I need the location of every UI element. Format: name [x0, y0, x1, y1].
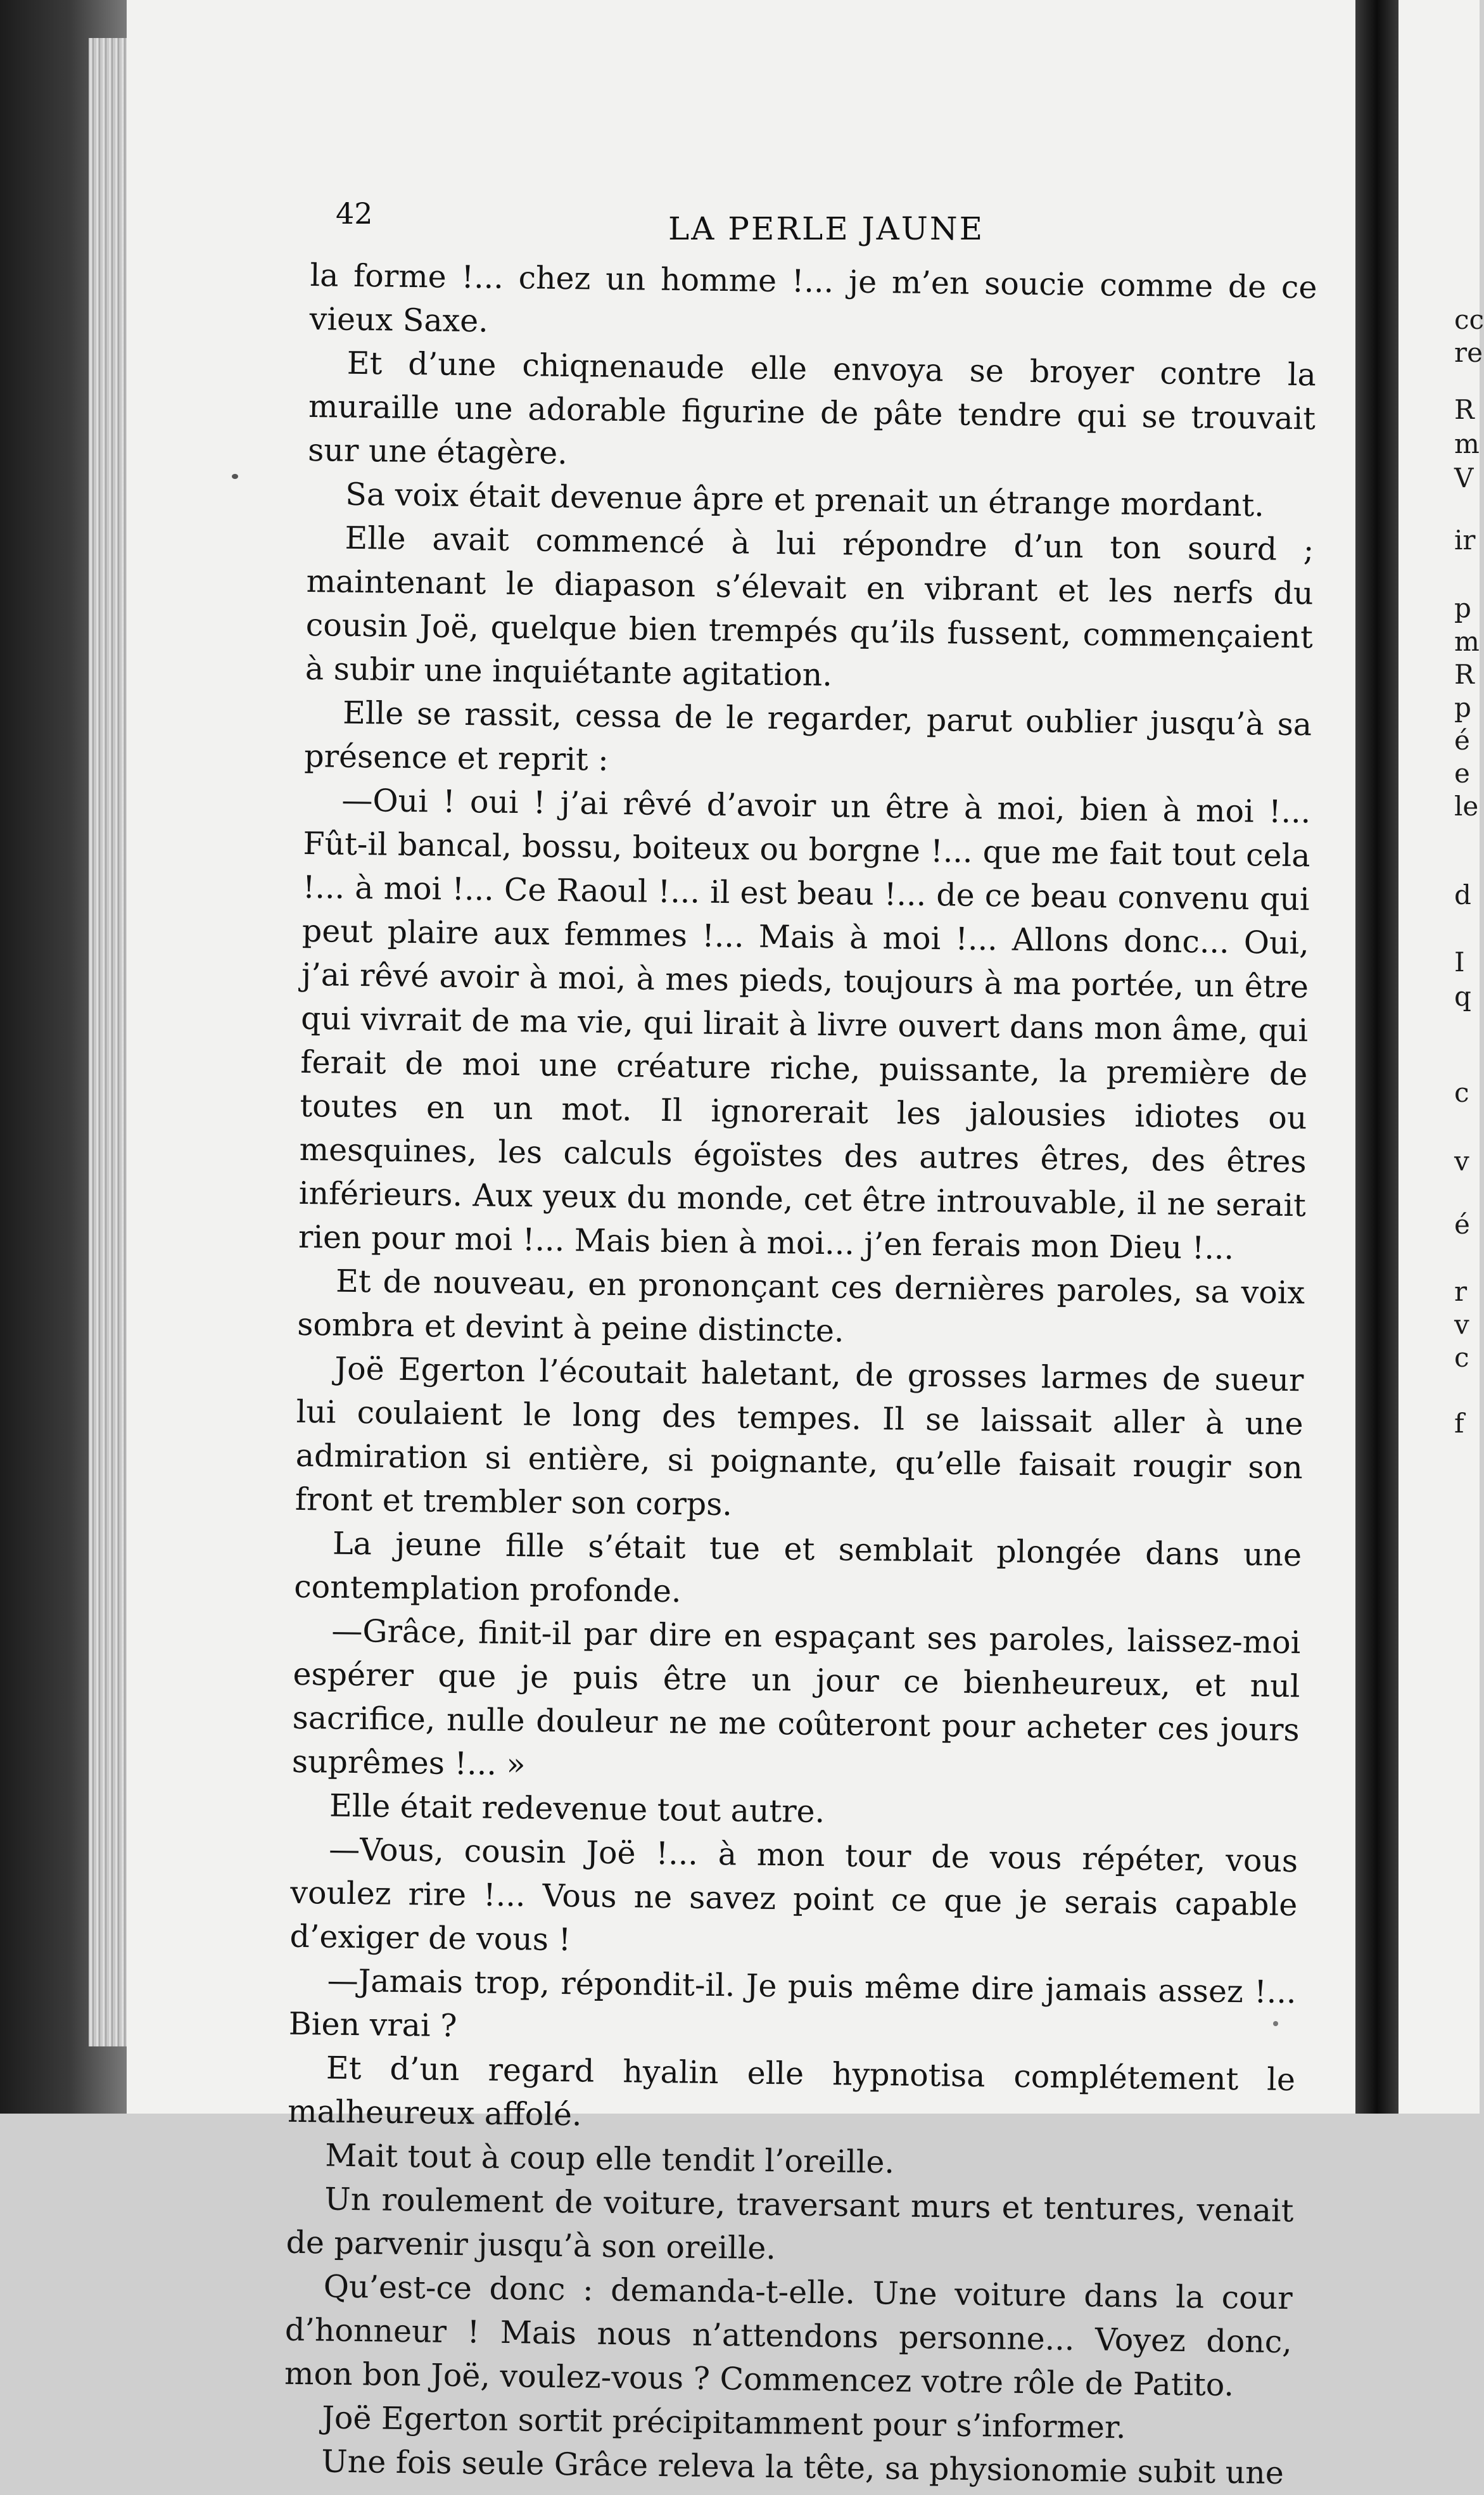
- facing-page-fragment: é: [1454, 1209, 1470, 1240]
- facing-page-fragment: e: [1454, 758, 1470, 789]
- paragraph: la forme !... chez un homme !... je m’en soucie comme de ce vieux Saxe.: [309, 257, 1317, 340]
- paragraph: Et d’un regard hyalin elle hypnotisa complétement le malheureux affolé.: [287, 2050, 1296, 2133]
- facing-page-fragment: r: [1454, 1276, 1468, 1307]
- facing-page-fragment: I: [1454, 947, 1465, 978]
- facing-page-fragment: v: [1454, 1145, 1469, 1177]
- body-text: [283, 253, 1317, 2495]
- facing-page-fragment: é: [1454, 725, 1470, 756]
- book-gutter: [1355, 0, 1398, 2114]
- page-number: 42: [336, 196, 373, 231]
- paragraph: Et d’une chiqnenaude elle envoya se broyer contre la muraille une adorable figurine de pâte tendre qui se trouvait sur une étagère.: [307, 345, 1317, 471]
- paragraph: Sa voix était devenue âpre et prenait un étrange mordant.: [345, 476, 1265, 524]
- facing-page-fragment: d: [1454, 879, 1471, 910]
- facing-page-fragment: c: [1454, 1077, 1469, 1108]
- paragraph: Une fois seule Grâce releva la tête, sa physionomie subit une: [321, 2443, 1284, 2492]
- facing-page-fragment: v: [1454, 1309, 1469, 1340]
- ink-speck: [232, 474, 238, 479]
- paragraph: Elle se rassit, cessa de le regarder, parut oublier jusqu’à sa présence et reprit :: [303, 694, 1312, 778]
- paragraph: Elle avait commencé à lui répondre d’un ton sourd ; maintenant le diapason s’élevait en vibrant et les nerfs du cousin Joë, quelque bien trempés qu’ils fussent, commençaient à subir une inquiétante agitation.: [305, 520, 1314, 694]
- facing-page-fragment: m: [1454, 428, 1480, 459]
- paragraph: Mait tout à coup elle tendit l’oreille.: [324, 2137, 895, 2181]
- facing-page-fragment: p: [1454, 592, 1471, 623]
- paragraph: —Grâce, finit-il par dire en espaçant ses paroles, laissez-moi espérer que je puis être un jour ce bienheureux, et nul sacrifice, nulle douleur ne me coûteront pour acheter ces jours suprêmes !... »: [291, 1612, 1301, 1783]
- paragraph: La jeune fille s’était tue et semblait plongée dans une contemplation profonde.: [293, 1525, 1302, 1610]
- running-title: LA PERLE JAUNE: [668, 210, 985, 247]
- facing-page-fragment: q: [1454, 981, 1471, 1012]
- paragraph: Un roulement de voiture, traversant murs et tentures, venait de parvenir jusqu’à son oreille.: [286, 2181, 1294, 2267]
- facing-page-fragment: f: [1454, 1408, 1464, 1439]
- facing-page-fragment: m: [1454, 626, 1480, 657]
- paragraph: Et de nouveau, en prononçant ces dernières paroles, sa voix sombra et devint à peine distincte.: [296, 1263, 1305, 1350]
- facing-page-fragment: cc: [1454, 304, 1484, 335]
- paragraph: Joë Egerton sortit précipitamment pour s’informer.: [321, 2399, 1126, 2446]
- paragraph: —Vous, cousin Joë !... à mon tour de vous répéter, vous voulez rire !... Vous ne savez point ce que je serais capable d’exiger de vous !: [289, 1831, 1298, 1958]
- facing-page-fragment: ir: [1454, 525, 1476, 556]
- facing-page-fragment: c: [1454, 1342, 1469, 1373]
- facing-page-fragment: p: [1454, 692, 1471, 723]
- paragraph: Joë Egerton l’écoutait haletant, de grosses larmes de sueur lui coulaient le long des tempes. Il se laissait aller à une admiration si entière, si poignante, qu’elle faisait rougir son front et trembler son corps.: [295, 1350, 1304, 1523]
- paragraph: Qu’est-ce donc : demanda-t-elle. Une voiture dans la cour d’honneur ! Mais nous n’attendons personne... Voyez donc, mon bon Joë, voulez-vous ? Commencez votre rôle de Patito.: [284, 2268, 1293, 2404]
- paragraph: —Oui ! oui ! j’ai rêvé d’avoir un être à moi, bien à moi !... Fût-il bancal, bossu, boiteux ou borgne !... que me fait tout cela !... à moi !... Ce Raoul !... il est beau !... de ce beau convenu qui peut plaire aux femmes !... Mais à moi !... Allons donc... Oui, j’ai rêvé avoir à moi, à mes pieds, toujours à ma portée, un être qui vivrait de ma vie, qui lirait à livre ouvert dans mon âme, qui ferait de moi une créature riche, puissante, la première de toutes en un mot. Il ignorerait les jalousies idiotes ou mesquines, les calculs égoïstes des autres êtres, des êtres inférieurs. Aux yeux du monde, cet être introuvable, il ne serait rien pour moi !... Mais bien à moi... j’en ferais mon Dieu !...: [298, 782, 1311, 1267]
- facing-page-fragment: le: [1454, 791, 1479, 822]
- facing-page-edge: [1398, 0, 1484, 2114]
- paragraph: Elle était redevenue tout autre.: [329, 1787, 825, 1830]
- facing-page-fragment: re: [1454, 337, 1483, 368]
- facing-page-fragment: R: [1454, 394, 1474, 425]
- facing-page-fragment: R: [1454, 659, 1474, 690]
- facing-page-fragment: V: [1454, 463, 1474, 494]
- paragraph: —Jamais trop, répondit-il. Je puis même dire jamais assez !... Bien vrai ?: [288, 1962, 1297, 2045]
- ink-speck: [1273, 2021, 1278, 2026]
